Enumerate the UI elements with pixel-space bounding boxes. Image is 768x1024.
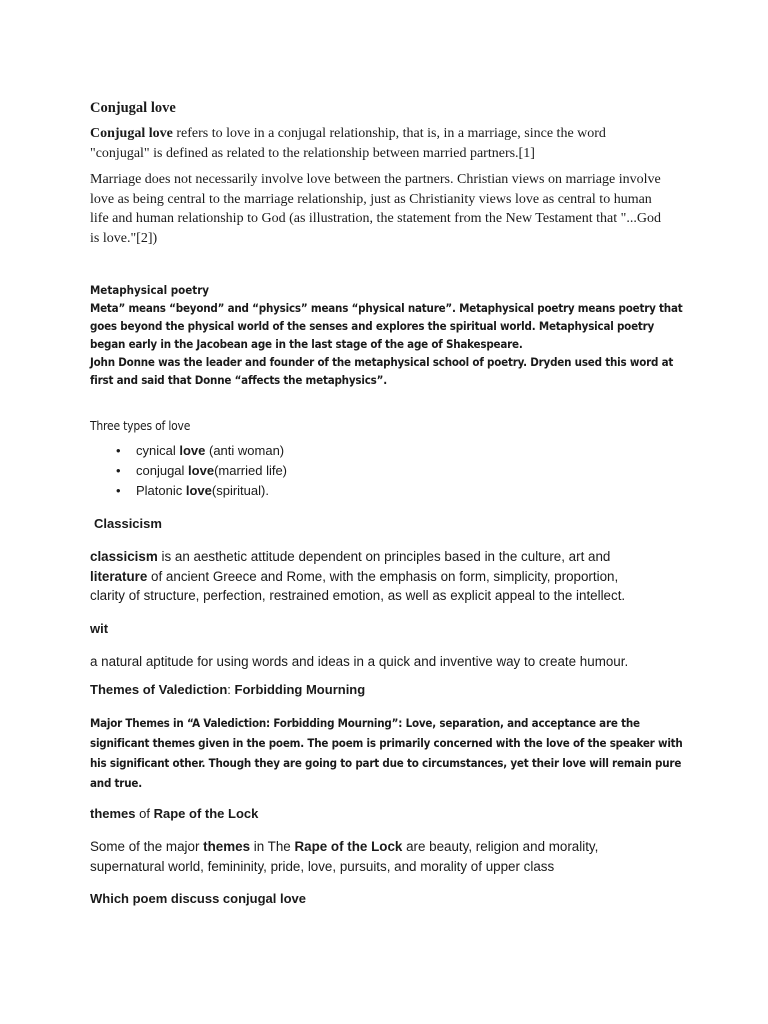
heading-valediction: Themes of Valediction: Forbidding Mourning bbox=[90, 682, 366, 697]
heading-metaphysical-poetry: Metaphysical poetry bbox=[90, 283, 210, 297]
paragraph-wit: a natural aptitude for using words and ideas in a quick and inventive way to create humour. bbox=[90, 653, 629, 669]
document-page bbox=[90, 98, 690, 908]
paragraph-metaphysical-2: John Donne was the leader and founder of the metaphysical school of poetry. Dryden used this word at first and said that Donne “affects the metaphysics”. bbox=[90, 355, 674, 387]
list-item: • cynical love (anti woman) bbox=[136, 441, 690, 461]
paragraph-valediction: Major Themes in “A Valediction: Forbidding Mourning”: Love, separation, and acceptance are the significant themes given in the poem. The poem is primarily concerned with the love of the speaker with his significant other. Though they are going to part due to circumstances, yet their love will remain pure and true. bbox=[90, 716, 683, 790]
paragraph-metaphysical-1: Meta” means “beyond” and “physics” means “physical nature”. Metaphysical poetry means poetry that goes beyond the physical world of the senses and explores the spiritual world. Metaphysical poetry began early in the Jacobean age in the last stage of the age of Shakespeare. bbox=[90, 301, 683, 351]
paragraph-rape-of-the-lock: Some of the major themes in The Rape of the Lock are beauty, religion and morality, supernatural world, femininity, pride, love, pursuits, and morality of upper class bbox=[90, 839, 599, 874]
heading-wit: wit bbox=[90, 620, 109, 636]
heading-classicism: Classicism bbox=[94, 516, 162, 531]
heading-conjugal-love: Conjugal love bbox=[90, 100, 176, 116]
love-types-list bbox=[90, 441, 690, 501]
heading-three-types-of-love: Three types of love bbox=[90, 419, 191, 433]
heading-rape-of-the-lock: themes of Rape of the Lock bbox=[90, 806, 259, 821]
conjugal-definition-text: refers to love in a conjugal relationship, that is, in a marriage, since the word "conjugal" is defined as related to the relationship between married partners.[1] bbox=[90, 126, 606, 161]
list-item: • conjugal love(married life) bbox=[136, 461, 690, 481]
paragraph-classicism: classicism is an aesthetic attitude dependent on principles based in the culture, art and literature of ancient Greece and Rome, with the emphasis on form, simplicity, proportion, clarity of structure, perfection, restrained emotion, as well as explicit appeal to the intellect. bbox=[90, 549, 626, 603]
term-conjugal-love: Conjugal love bbox=[90, 126, 173, 141]
list-item: • Platonic love(spiritual). bbox=[136, 481, 690, 501]
paragraph-conjugal-definition bbox=[90, 124, 650, 163]
question-conjugal-love-poem: Which poem discuss conjugal love bbox=[90, 891, 306, 906]
paragraph-marriage: Marriage does not necessarily involve love between the partners. Christian views on marriage involve love as being central to the marriage relationship, just as Christianity views love as central to human life and human relationship to God (as illustration, the statement from the New Testament that "...God is love."[2]) bbox=[90, 172, 661, 246]
